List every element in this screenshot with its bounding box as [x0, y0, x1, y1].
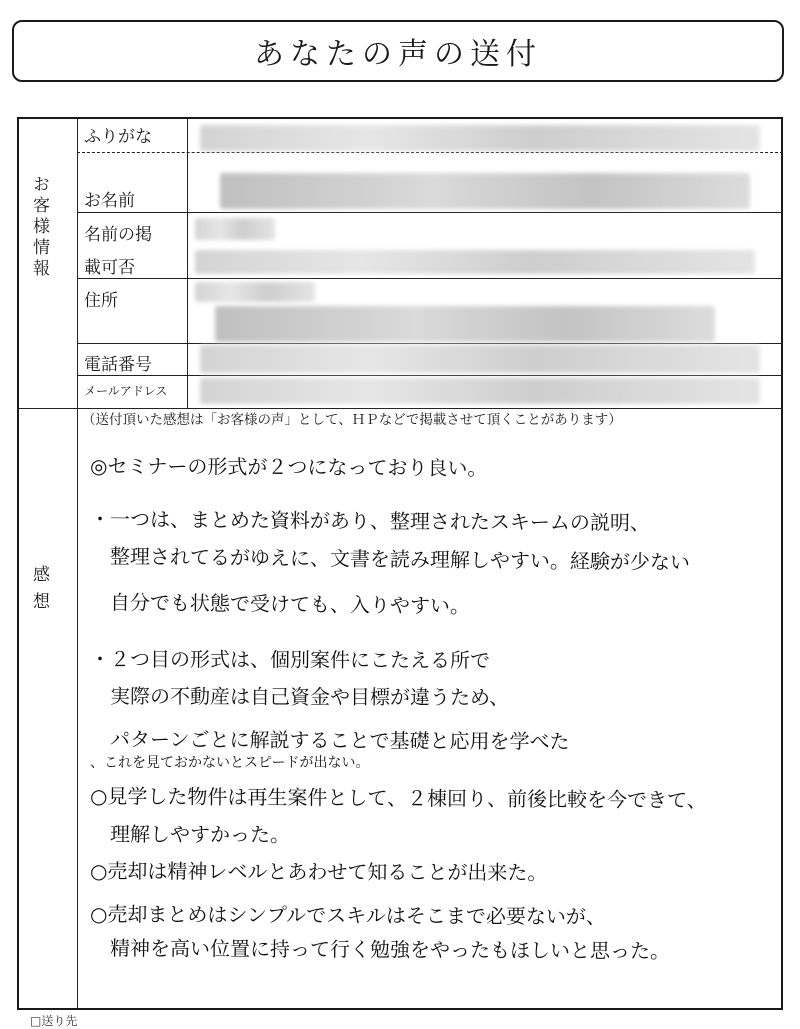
feedback-line: 、これを見ておかないとスピードが出ない。: [90, 755, 370, 771]
row-divider: [77, 343, 783, 344]
name-value-redacted: [220, 173, 750, 209]
furigana-label: ふりがな: [84, 127, 152, 147]
feedback-section-label: 感想: [29, 565, 49, 619]
name-consent-label-line1: 名前の掲: [84, 225, 152, 245]
feedback-line: ○売却まとめはシンプルでスキルはそこまで必要ないが、: [89, 902, 607, 929]
phone-label: 電話番号: [84, 355, 152, 375]
furigana-value-redacted: [200, 125, 760, 151]
address-label: 住所: [84, 291, 118, 311]
consent-value-redacted-2: [195, 250, 755, 274]
feedback-line: ○売却は精神レベルとあわせて知ることが出来た。: [89, 859, 548, 885]
feedback-line: 精神を高い位置に持って行く勉強をやったもほしいと思った。: [89, 936, 671, 964]
row-divider: [77, 152, 783, 153]
feedback-line: ○見学した物件は再生案件として、２棟回り、前後比較を今できて、: [89, 784, 707, 813]
name-label: お名前: [84, 191, 135, 211]
email-label: メールアドレス: [84, 384, 168, 398]
feedback-line: ・２つ目の形式は、個別案件にこたえる所で: [89, 647, 491, 673]
row-divider: [77, 278, 783, 279]
feedback-line: ・一つは、まとめた資料があり、整理されたスキームの説明、: [89, 507, 651, 535]
footer-fragment: □送り先: [30, 1014, 78, 1028]
publication-notice: （送付頂いた感想は「お客様の声」として、ＨＰなどで掲載させて頂くことがあります）: [82, 412, 622, 428]
customer-info-section-label: お客様情報: [29, 175, 49, 280]
column-divider-left: [77, 119, 78, 1008]
feedback-line: 整理されてるがゆえに、文書を読み理解しやすい。経験が少ない: [89, 544, 691, 575]
phone-value-redacted: [200, 345, 760, 373]
address-value-redacted-1: [195, 282, 315, 302]
feedback-line: 理解しやすかった。: [89, 822, 291, 847]
email-value-redacted: [200, 378, 760, 404]
address-value-redacted-2: [215, 306, 715, 342]
column-divider-label: [187, 119, 188, 408]
row-divider: [77, 375, 783, 376]
consent-value-redacted-1: [195, 218, 275, 240]
row-divider: [77, 212, 783, 213]
feedback-line: 実際の不動産は自己資金や目標が違うため、: [89, 684, 510, 710]
feedback-line: ◎セミナーの形式が２つになっており良い。: [89, 454, 488, 481]
name-consent-label-line2: 載可否: [84, 258, 135, 278]
feedback-line: 自分でも状態で受けても、入りやすい。: [89, 590, 471, 618]
feedback-line: パターンごとに解説することで基礎と応用を学べた: [89, 727, 570, 754]
form-title: あなたの声の送付: [12, 20, 784, 82]
